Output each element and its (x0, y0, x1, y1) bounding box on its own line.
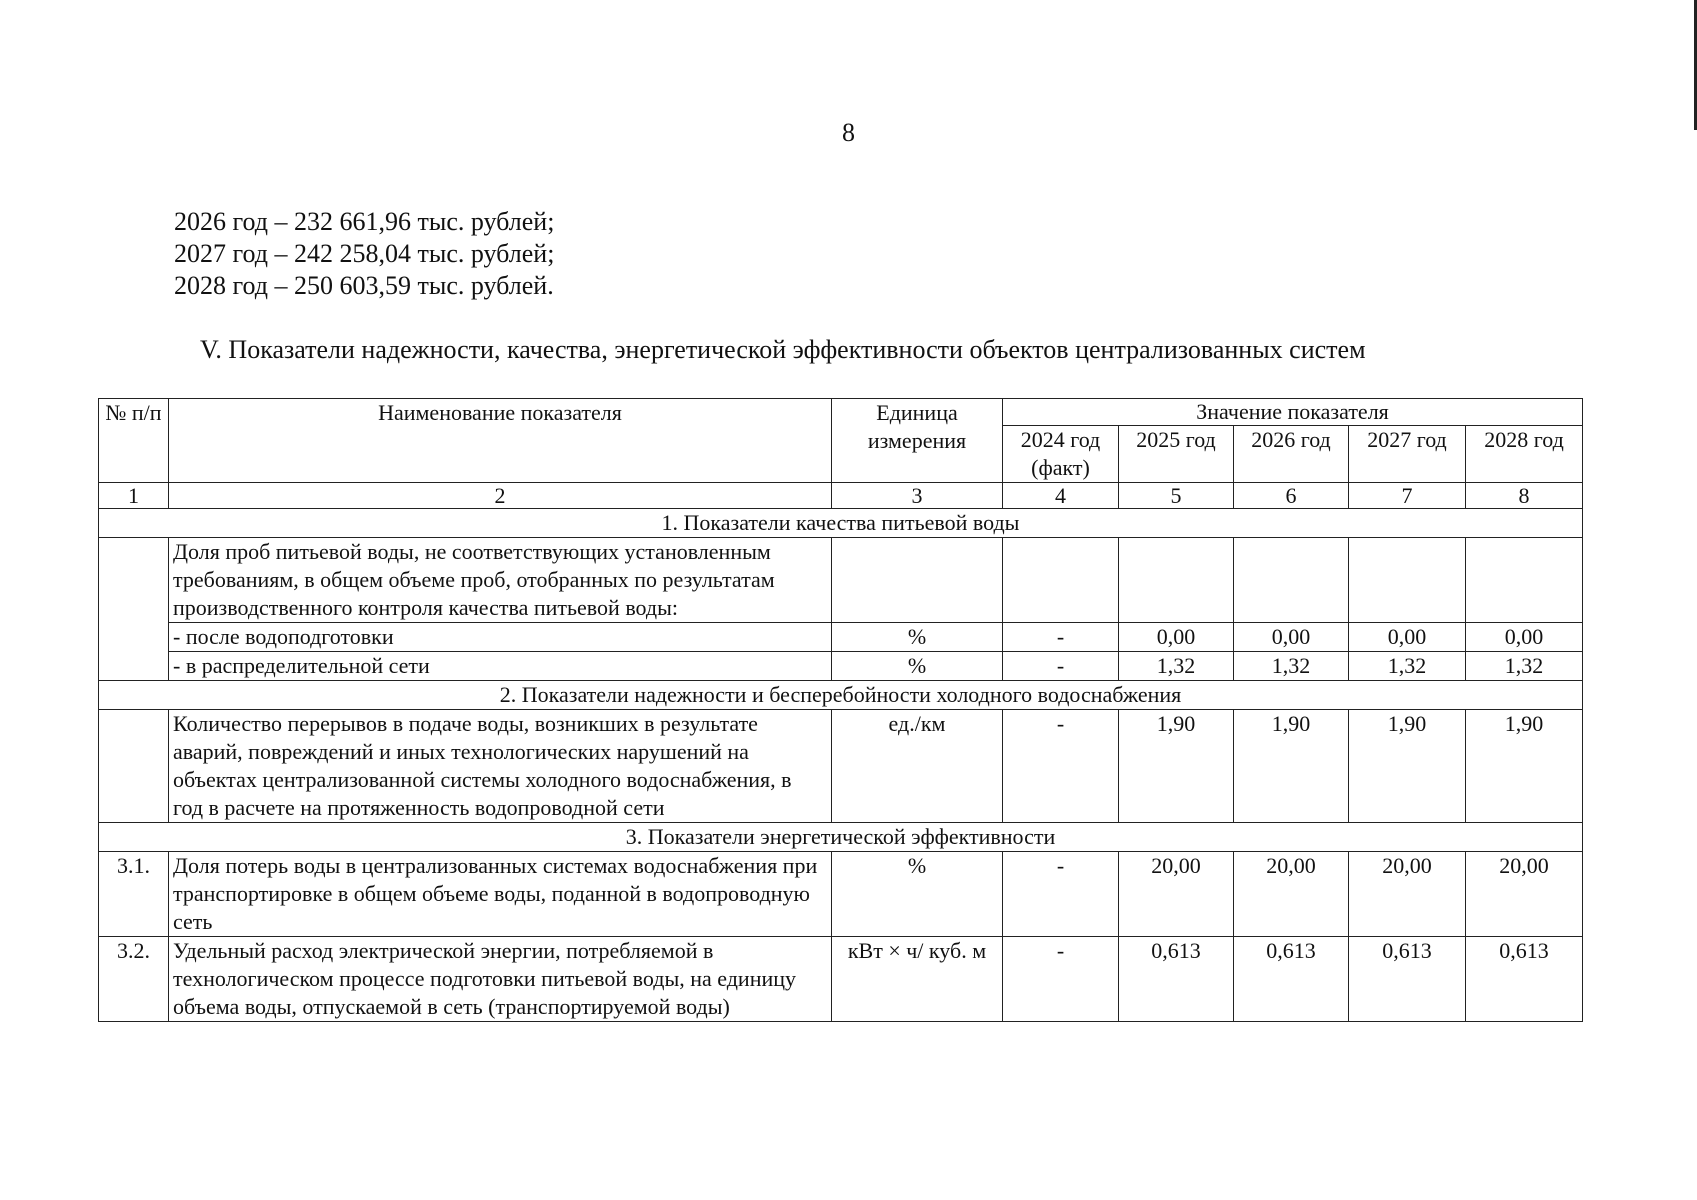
row-num (99, 538, 169, 681)
row-value: 20,00 (1119, 852, 1234, 937)
row-num (99, 710, 169, 823)
header-value-group: Значение показателя (1003, 399, 1583, 426)
row-value: 0,00 (1466, 623, 1583, 652)
group-title-row (99, 681, 1583, 710)
row-value: 20,00 (1234, 852, 1349, 937)
column-index-row (99, 483, 1583, 509)
column-index: 3 (832, 483, 1003, 509)
header-name: Наименование показателя (169, 399, 832, 483)
header-year: 2024 год (факт) (1003, 426, 1119, 483)
header-unit: Единица измерения (832, 399, 1003, 483)
header-row (99, 399, 1583, 426)
table-row (99, 538, 1583, 623)
row-unit: ед./км (832, 710, 1003, 823)
row-value: 1,90 (1119, 710, 1234, 823)
table-row (99, 710, 1583, 823)
row-value: - (1003, 852, 1119, 937)
header-year: 2025 год (1119, 426, 1234, 483)
row-unit: % (832, 652, 1003, 681)
row-unit: кВт × ч/ куб. м (832, 937, 1003, 1022)
page-number: 8 (842, 118, 855, 147)
header-year: 2027 год (1349, 426, 1466, 483)
row-value: - (1003, 937, 1119, 1022)
row-value (1349, 538, 1466, 623)
table-row (99, 852, 1583, 937)
row-num: 3.2. (99, 937, 169, 1022)
row-value (1466, 538, 1583, 623)
column-index: 6 (1234, 483, 1349, 509)
indicator-intro: Доля проб питьевой воды, не соответствующих установленным требованиям, в общем объеме проб, отобранных по результатам производственного контроля качества питьевой воды: (169, 538, 832, 623)
row-value (1234, 538, 1349, 623)
indicators-table (98, 398, 1583, 1022)
indicator-name: Доля потерь воды в централизованных системах водоснабжения при транспортировке в общем объеме воды, поданной в водопроводную сеть (169, 852, 832, 937)
column-index: 8 (1466, 483, 1583, 509)
row-value: - (1003, 623, 1119, 652)
group-title: 2. Показатели надежности и бесперебойности холодного водоснабжения (99, 681, 1583, 710)
header-year: 2026 год (1234, 426, 1349, 483)
row-value: 1,32 (1349, 652, 1466, 681)
row-value: 1,90 (1234, 710, 1349, 823)
indicator-name: Количество перерывов в подаче воды, возникших в результате аварий, повреждений и иных технологических нарушений на объектах централизованной системы холодного водоснабжения, в год в расчете на протяженность водопроводной сети (169, 710, 832, 823)
row-value: 0,613 (1119, 937, 1234, 1022)
column-index: 2 (169, 483, 832, 509)
row-value (1119, 538, 1234, 623)
row-value: 0,00 (1234, 623, 1349, 652)
row-unit: % (832, 852, 1003, 937)
row-value: 1,90 (1349, 710, 1466, 823)
row-value (1003, 538, 1119, 623)
row-value: 1,32 (1119, 652, 1234, 681)
funding-list (174, 206, 554, 302)
funding-line: 2027 год – 242 258,04 тыс. рублей; (174, 239, 555, 268)
row-value: 20,00 (1466, 852, 1583, 937)
row-value: 0,613 (1466, 937, 1583, 1022)
column-index: 5 (1119, 483, 1234, 509)
row-value: 0,00 (1119, 623, 1234, 652)
table-row (99, 937, 1583, 1022)
row-value: 0,613 (1234, 937, 1349, 1022)
section-title: V. Показатели надежности, качества, энергетической эффективности объектов централизованных систем (200, 335, 1366, 364)
indicator-name: Удельный расход электрической энергии, потребляемой в технологическом процессе подготовки питьевой воды, на единицу объема воды, отпускаемой в сеть (транспортируемой воды) (169, 937, 832, 1022)
table-row (99, 652, 1583, 681)
row-unit: % (832, 623, 1003, 652)
group-title-row (99, 823, 1583, 852)
row-unit (832, 538, 1003, 623)
column-index: 4 (1003, 483, 1119, 509)
column-index: 1 (99, 483, 169, 509)
indicator-name: - после водоподготовки (169, 623, 832, 652)
row-value: 1,32 (1466, 652, 1583, 681)
row-value: - (1003, 652, 1119, 681)
header-year: 2028 год (1466, 426, 1583, 483)
table-row (99, 623, 1583, 652)
group-title: 1. Показатели качества питьевой воды (99, 509, 1583, 538)
row-value: 1,90 (1466, 710, 1583, 823)
row-value: 1,32 (1234, 652, 1349, 681)
group-title: 3. Показатели энергетической эффективности (99, 823, 1583, 852)
funding-line: 2026 год – 232 661,96 тыс. рублей; (174, 207, 555, 236)
funding-line: 2028 год – 250 603,59 тыс. рублей. (174, 271, 554, 300)
header-num: № п/п (99, 399, 169, 483)
indicator-name: - в распределительной сети (169, 652, 832, 681)
group-title-row (99, 509, 1583, 538)
row-value: 0,613 (1349, 937, 1466, 1022)
row-value: 20,00 (1349, 852, 1466, 937)
row-value: - (1003, 710, 1119, 823)
column-index: 7 (1349, 483, 1466, 509)
row-value: 0,00 (1349, 623, 1466, 652)
row-num: 3.1. (99, 852, 169, 937)
